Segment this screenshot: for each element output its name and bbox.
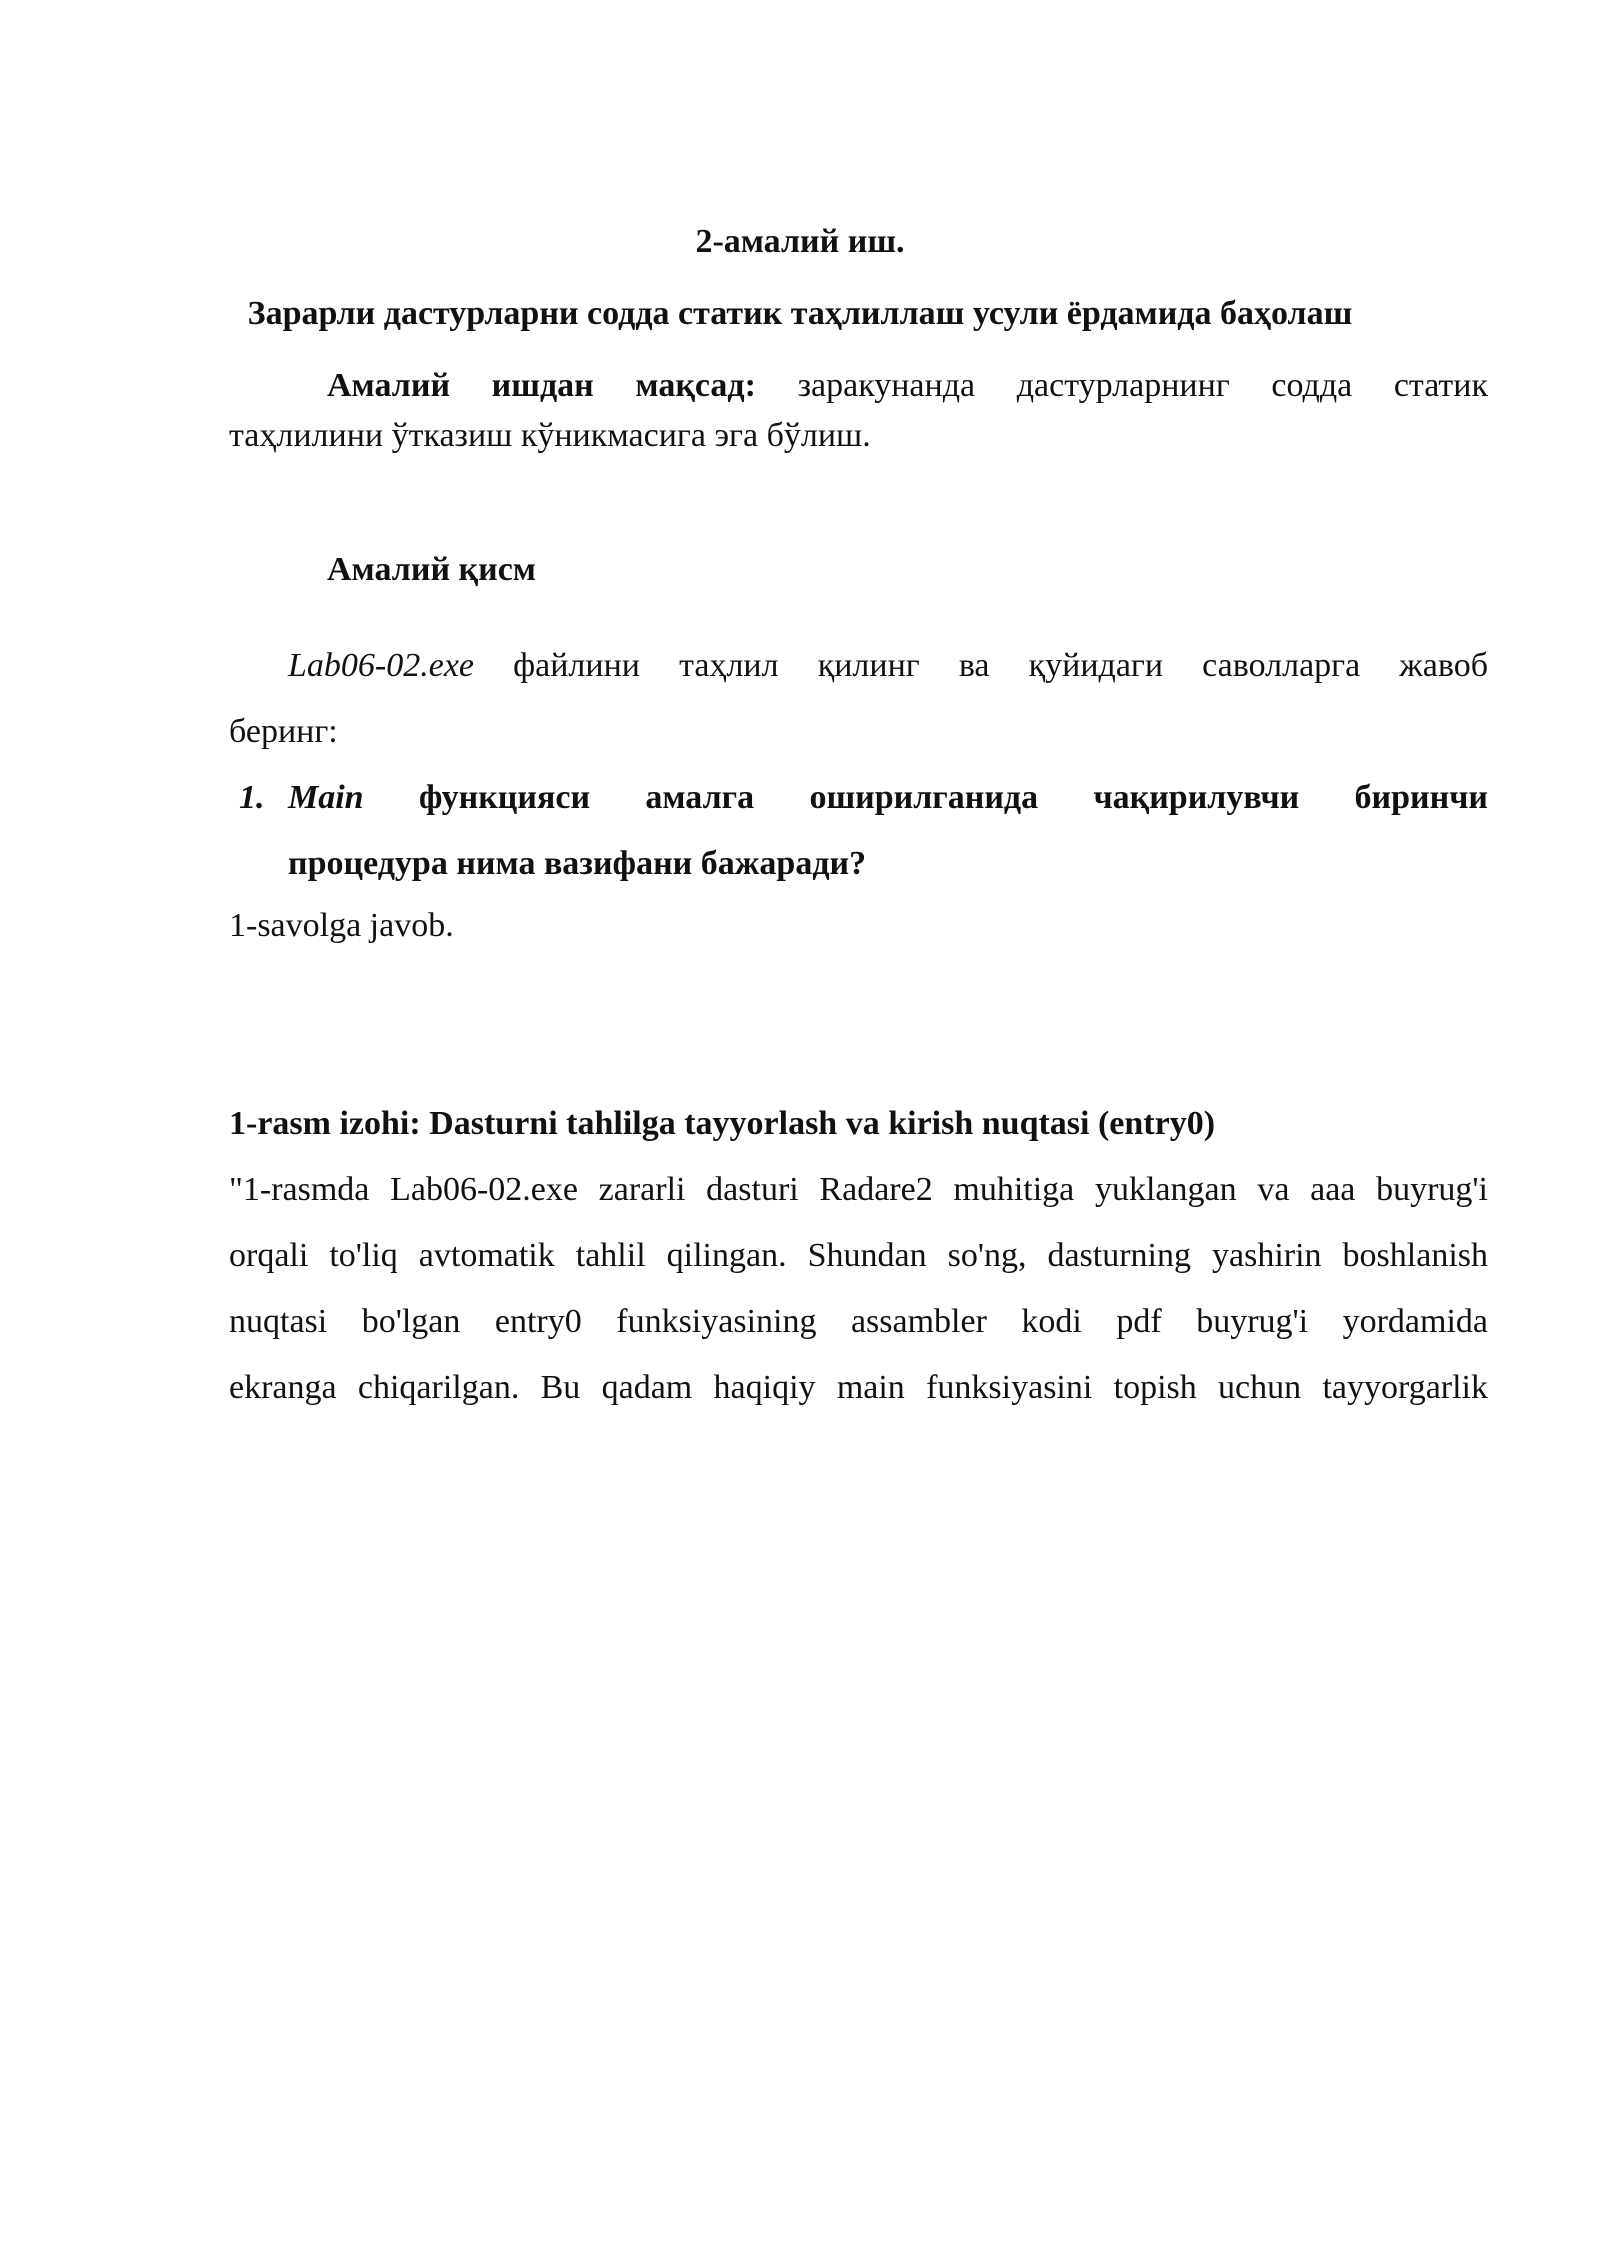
body-line-1: "1-rasmda Lab06-02.exe zararli dasturi Radare2 muhitiga yuklangan va aaa buyrug'i bbox=[229, 1171, 1488, 1208]
body-line-2: orqali to'liq avtomatik tahlil qilingan. Shundan so'ng, dasturning yashirin boshlanish bbox=[229, 1237, 1488, 1274]
task-line-2: беринг: bbox=[229, 713, 338, 750]
question-text-1: функцияси амалга оширилганида чақирилувчи биринчи bbox=[363, 779, 1488, 816]
question-line-1 bbox=[288, 776, 1488, 820]
question-number: 1. bbox=[239, 779, 265, 816]
document-subtitle: Зарарли дастурларни содда статик таҳлиллаш усули ёрдамида баҳолаш bbox=[247, 295, 1353, 332]
question-line-2: процедура нима вазифани бажаради? bbox=[288, 845, 867, 882]
objective-line-2: таҳлилини ўтказиш кўникмасига эга бўлиш. bbox=[229, 417, 871, 454]
figure-caption: 1-rasm izohi: Dasturni tahlilga tayyorlash va kirish nuqtasi (entry0) bbox=[229, 1105, 1216, 1142]
answer-label: 1-savolga javob. bbox=[229, 907, 454, 944]
task-line-1 bbox=[288, 644, 1488, 688]
task-text-1: файлини таҳлил қилинг ва қуйидаги саволларга жавоб bbox=[474, 647, 1488, 684]
objective-text-1: заракунанда дастурларнинг содда статик bbox=[755, 367, 1488, 404]
body-line-4: ekranga chiqarilgan. Bu qadam haqiqiy main funksiyasini topish uchun tayyorgarlik bbox=[229, 1369, 1488, 1406]
objective-label: Амалий ишдан мақсад: bbox=[327, 367, 756, 404]
document-title: 2-амалий иш. bbox=[695, 223, 905, 260]
task-file-name: Lab06-02.exe bbox=[288, 647, 475, 684]
section-heading: Амалий қисм bbox=[327, 551, 536, 588]
question-function-name: Main bbox=[288, 779, 364, 816]
body-line-3: nuqtasi bo'lgan entry0 funksiyasining assambler kodi pdf buyrug'i yordamida bbox=[229, 1303, 1488, 1340]
objective-line-1 bbox=[327, 364, 1488, 408]
